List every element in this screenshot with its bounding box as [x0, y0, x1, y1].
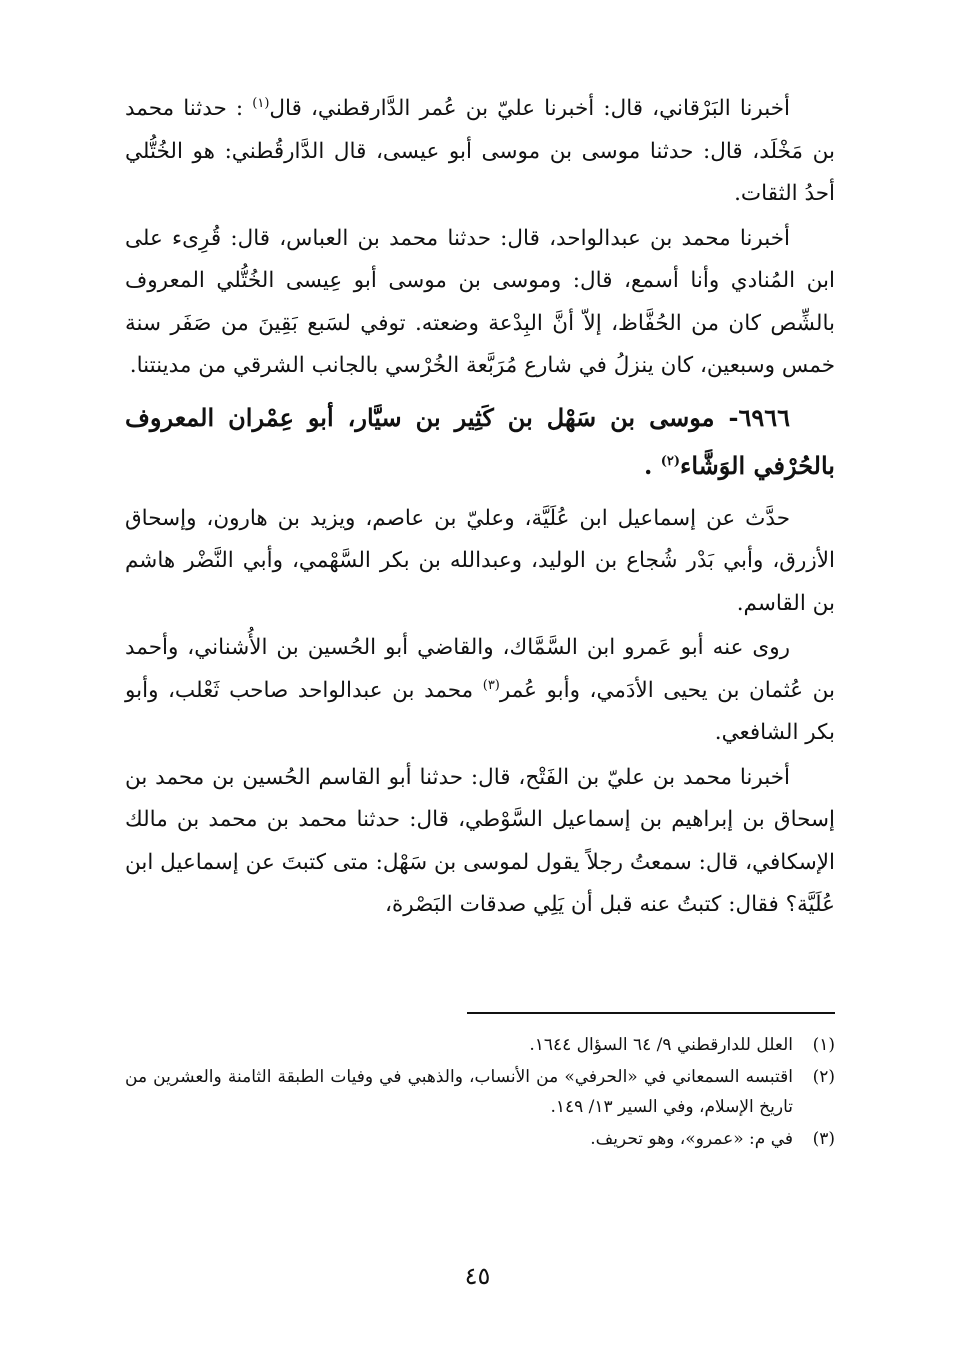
footnote-number: (٢) [812, 1067, 835, 1087]
paragraph-narration-1: أخبرنا البَرْقاني، قال: أخبرنا عليّ بن عُمر الدَّارقطني، قال$^{(١)}$ : حدثنا محمد بن مَخْلَد، قال: حدثنا موسى بن موسى أبو عيسى، قال الدَّارقُطني: هو الخُتُّلي أحدُ الثقات. [125, 95, 835, 206]
footnote-number: (٣) [812, 1129, 835, 1149]
footnote-2 [125, 1062, 835, 1122]
footnote-divider [467, 1012, 835, 1014]
paragraph-narration-2: أخبرنا محمد بن عبدالواحد، قال: حدثنا محمد بن العباس، قال: قُرِىء على ابن المُنادي وأنا أسمع، قال: وموسى بن موسى أبو عِيسى الخُتُّلي المعروف بالشِّص كان من الحُفَّاظ، إلاّ أنَّ البِدْعة وضعته. توفي لسَبع بَقِينَ من صَفَر سنة خمس وسبعين، كان ينزلُ في شارع مُرَبَّعة الخُرْسي بالجانب الشرقي من مدينتنا. [125, 225, 835, 378]
page-number: ٤٥ [464, 1262, 491, 1290]
main-text [125, 88, 835, 927]
footnote-ref-1[interactable]: (١) [252, 95, 270, 111]
footnote-ref-3[interactable]: (٣) [482, 677, 500, 693]
footnote-text: اقتبسه السمعاني في «الحرفي» من الأنساب، والذهبي في وفيات الطبقة الثامنة والعشرين من تاريخ الإسلام، وفي السير ١٣/ ١٤٩. [125, 1067, 793, 1117]
footnote-1 [125, 1030, 835, 1060]
paragraph-teachers: حدَّث عن إسماعيل ابن عُلَيَّة، وعليّ بن عاصم، ويزيد بن هارون، وإسحاق الأزرق، وأبي بَدْر شُجاع بن الوليد، وعبدالله بن بكر السَّهْمي، وأبي النَّضْر هاشم بن القاسم. [125, 505, 835, 616]
footnote-text: العلل للدارقطني ٩/ ٦٤ السؤال ١٦٤٤. [529, 1035, 793, 1055]
paragraph-narration-3: أخبرنا محمد بن عليّ بن الفَتْح، قال: حدثنا أبو القاسم الحُسين بن محمد بن إسحاق بن إبراهيم بن إسماعيل السَّوْطي، قال: حدثنا محمد بن محمد بن مالك الإسكافي، قال: سمعتُ رجلاً يقول لموسى بن سَهْل: متى كتبتَ عن إسماعيل ابن عُلَيَّة؟ فقال: كتبتُ عنه قبل أن يَلِي صدقات البَصْرة، [125, 764, 835, 917]
footnote-ref-2[interactable]: (٢) [660, 453, 681, 469]
footnote-number: (١) [812, 1035, 835, 1055]
entry-heading: ٦٩٦٦- موسى بن سَهْل بن كَثِير بن سيَّار، أبو عِمْران المعروف بالحُرْفي الوَشَّاء$^{(٢)}$ . [125, 402, 835, 480]
footnote-3 [125, 1124, 835, 1154]
footnotes [125, 1030, 835, 1156]
footnote-text: في م: «عمرو»، وهو تحريف. [590, 1129, 793, 1149]
paragraph-students: روى عنه أبو عَمرو ابن السَّمَّاك، والقاضي أبو الحُسين بن الأُشناني، وأحمد بن عُثمان بن يحيى الأدَمي، وأبو عُمر$^{(٣)}$ محمد بن عبدالواحد صاحب ثَعْلب، وأبو بكر الشافعي. [125, 635, 835, 745]
